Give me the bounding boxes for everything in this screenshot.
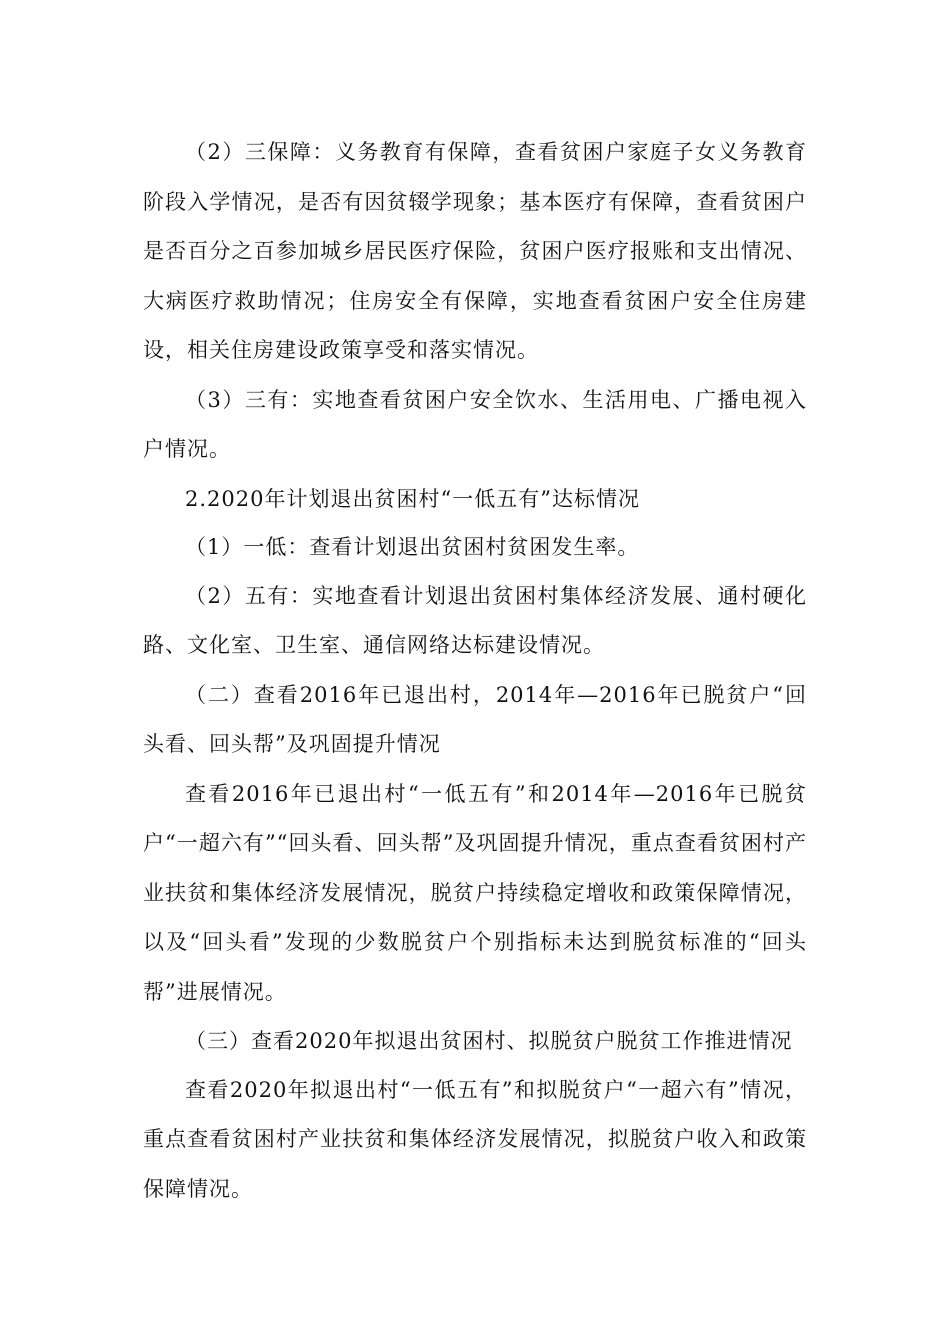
paragraph-five-haves: （2）五有：实地查看计划退出贫困村集体经济发展、通村硬化路、文化室、卫生室、通信网络达标建设情况。 <box>143 583 807 657</box>
paragraph-three-guarantees: （2）三保障：义务教育有保障，查看贫困户家庭子女义务教育阶段入学情况，是否有因贫辍学现象；基本医疗有保障，查看贫困户是否百分之百参加城乡居民医疗保险，贫困户医疗报账和支出情况、大病医疗救助情况；住房安全有保障，实地查看贫困户安全住房建设，相关住房建设政策享受和落实情况。 <box>143 140 807 362</box>
section-heading-two: （二）查看2016年已退出村，2014年—2016年已脱贫户“回头看、回头帮”及巩固提升情况 <box>143 682 807 756</box>
document-body <box>143 128 807 1214</box>
paragraph-three-haves: （3）三有：实地查看贫困户安全饮水、生活用电、广播电视入户情况。 <box>143 387 807 461</box>
paragraph-review-2016: 查看2016年已退出村“一低五有”和2014年—2016年已脱贫户“一超六有”“回头看、回头帮”及巩固提升情况，重点查看贫困村产业扶贫和集体经济发展情况，脱贫户持续稳定增收和政策保障情况，以及“回头看”发现的少数脱贫户个别指标未达到脱贫标准的“回头帮”进展情况。 <box>143 781 807 1004</box>
paragraph-village-standards-heading: 2.2020年计划退出贫困村“一低五有”达标情况 <box>185 486 640 511</box>
paragraph-review-2020: 查看2020年拟退出村“一低五有”和拟脱贫户“一超六有”情况，重点查看贫困村产业扶贫和集体经济发展情况，拟脱贫户收入和政策保障情况。 <box>143 1077 807 1201</box>
paragraph-one-low: （1）一低：查看计划退出贫困村贫困发生率。 <box>185 535 640 559</box>
section-heading-three: （三）查看2020年拟退出贫困村、拟脱贫户脱贫工作推进情况 <box>185 1029 793 1053</box>
